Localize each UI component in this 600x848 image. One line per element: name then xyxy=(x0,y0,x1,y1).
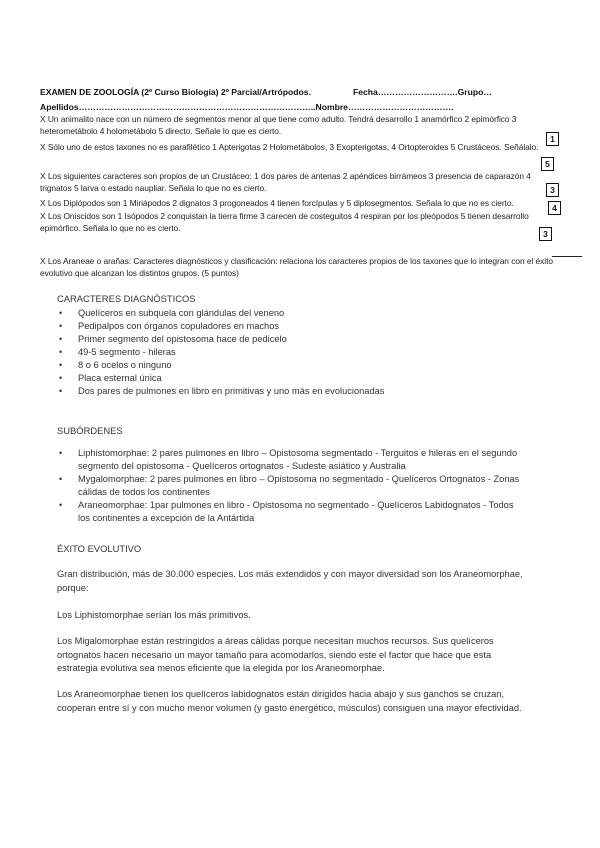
list-item: • Quelíceros en subquela con glándulas del veneno xyxy=(57,307,537,320)
list-item: • Placa esternal única xyxy=(57,372,537,385)
exito-paragraph-3: Los Migalomorphae están restringidos a áreas cálidas porque necesitan muchos recursos. Sus quelíceros ortognatos hacen necesario un mayor tamaño para acomodarlos, siendo este el factor que hace que esta estrategia evolutiva sea menos eficiente que la elegida por los Araneomorphae. xyxy=(57,636,494,674)
exito-title: ÉXITO EVOLUTIVO xyxy=(57,543,142,554)
list-item: • Primer segmento del opistosoma hace de pedicelo xyxy=(57,333,537,346)
list-item: • 49-5 segmento - hileras xyxy=(57,346,537,359)
list-item: • 8 o 6 ocelos o ninguno xyxy=(57,359,537,372)
answer-box-4: 4 xyxy=(548,201,561,215)
subordenes-list xyxy=(57,447,527,525)
subordenes-title: SUBÓRDENES xyxy=(57,425,123,436)
exito-paragraph-4: Los Araneomorphae tienen los quelíceros labidognatos están dirigidos hacia abajo y sus ganchos se cruzan, cooperan entre sí y con mucho menor volumen (y gasto energético, músculos) consiguen una mayor efectividad. xyxy=(57,689,522,713)
answer-box-3: 3 xyxy=(546,183,559,197)
caracteres-list xyxy=(57,307,537,398)
exito-paragraph-2: Los Liphistomorphae serían los más primitivos. xyxy=(57,610,251,620)
question-2: X Sólo uno de estos taxones no es parafilético 1 Apterigotas 2 Holometábolos, 3 Exopterigotas, 4 Ortopteroides 5 Crustáceos. Señálalo. xyxy=(40,142,539,152)
exito-paragraph-1: Gran distribución, más de 30.000 especies. Los más extendidos y con mayor diversidad son los Araneomorphae, porque: xyxy=(57,569,523,593)
question-3: X Los siguientes caracteres son propios de un Crustáceo: 1 dos pares de antenas 2 apéndices birrámeos 3 presencia de caparazón 4 trignatos 5 larva o estado naupliar. Señala lo que no es cierto. xyxy=(40,171,531,193)
araneae-question: X Los Araneae o arañas: Caracteres diagnósticos y clasificación: relaciona los caracteres propios de los taxones que lo integran con el éxito evolutivo que alcanzan los distintos grupos. (5 puntos) xyxy=(40,256,553,278)
apellidos-nombre-field: Apellidos………………………………………………………………………..Nombre………………………………. xyxy=(40,102,454,112)
list-item: • Dos pares de pulmones en libro en primitivas y uno más en evolucionadas xyxy=(57,385,537,398)
question-5: X Los Oniscidos son 1 Isópodos 2 conquistan la tierra firme 3 carecen de costeguitos 4 respiran por los pleópodos 5 tienen desarrollo epimórfico. Señala lo que no es cierto. xyxy=(40,211,529,233)
list-item: • Liphistomorphae: 2 pares pulmones en libro – Opistosoma segmentado - Terguitos e hileras en el segundo segmento del opistosoma - Quelíceros ortognatos - Sudeste asiático y Australia xyxy=(57,447,527,473)
caracteres-title: CARACTERES DIAGNÓSTICOS xyxy=(57,293,196,304)
exam-title: EXAMEN DE ZOOLOGÍA (2º Curso Biología) 2º Parcial/Artrópodos. xyxy=(40,87,311,97)
list-item: • Araneomorphae: 1par pulmones en libro - Opistosoma no segmentado - Quelíceros Labidognatos - Todos los continentes a excepción de la Antártida xyxy=(57,499,527,525)
list-item: • Mygalomorphae: 2 pares pulmones en libro – Opistosoma no segmentado - Quelíceros Ortognatos - Zonas cálidas de todos los continentes xyxy=(57,473,527,499)
question-1: X Un animalito nace con un número de segmentos menor al que tiene como adulto. Tendrá desarrollo 1 anamórfico 2 epimórfico 3 heterometábolo 4 holometábolo 5 directo. Señale lo que es cierto. xyxy=(40,114,517,136)
question-4: X Los Diplópodos son 1 Miriápodos 2 dignatos 3 progoneados 4 tienen forcípulas y 5 diplosegmentos. Señala lo que no es cierto. xyxy=(40,198,514,208)
answer-box-2: 5 xyxy=(541,157,554,171)
fecha-grupo-field: Fecha……………………….Grupo… xyxy=(353,87,492,97)
list-item: • Pedipalpos con órganos copuladores en machos xyxy=(57,320,537,333)
answer-box-5: 3 xyxy=(539,227,552,241)
answer-box-1: 1 xyxy=(546,132,559,146)
